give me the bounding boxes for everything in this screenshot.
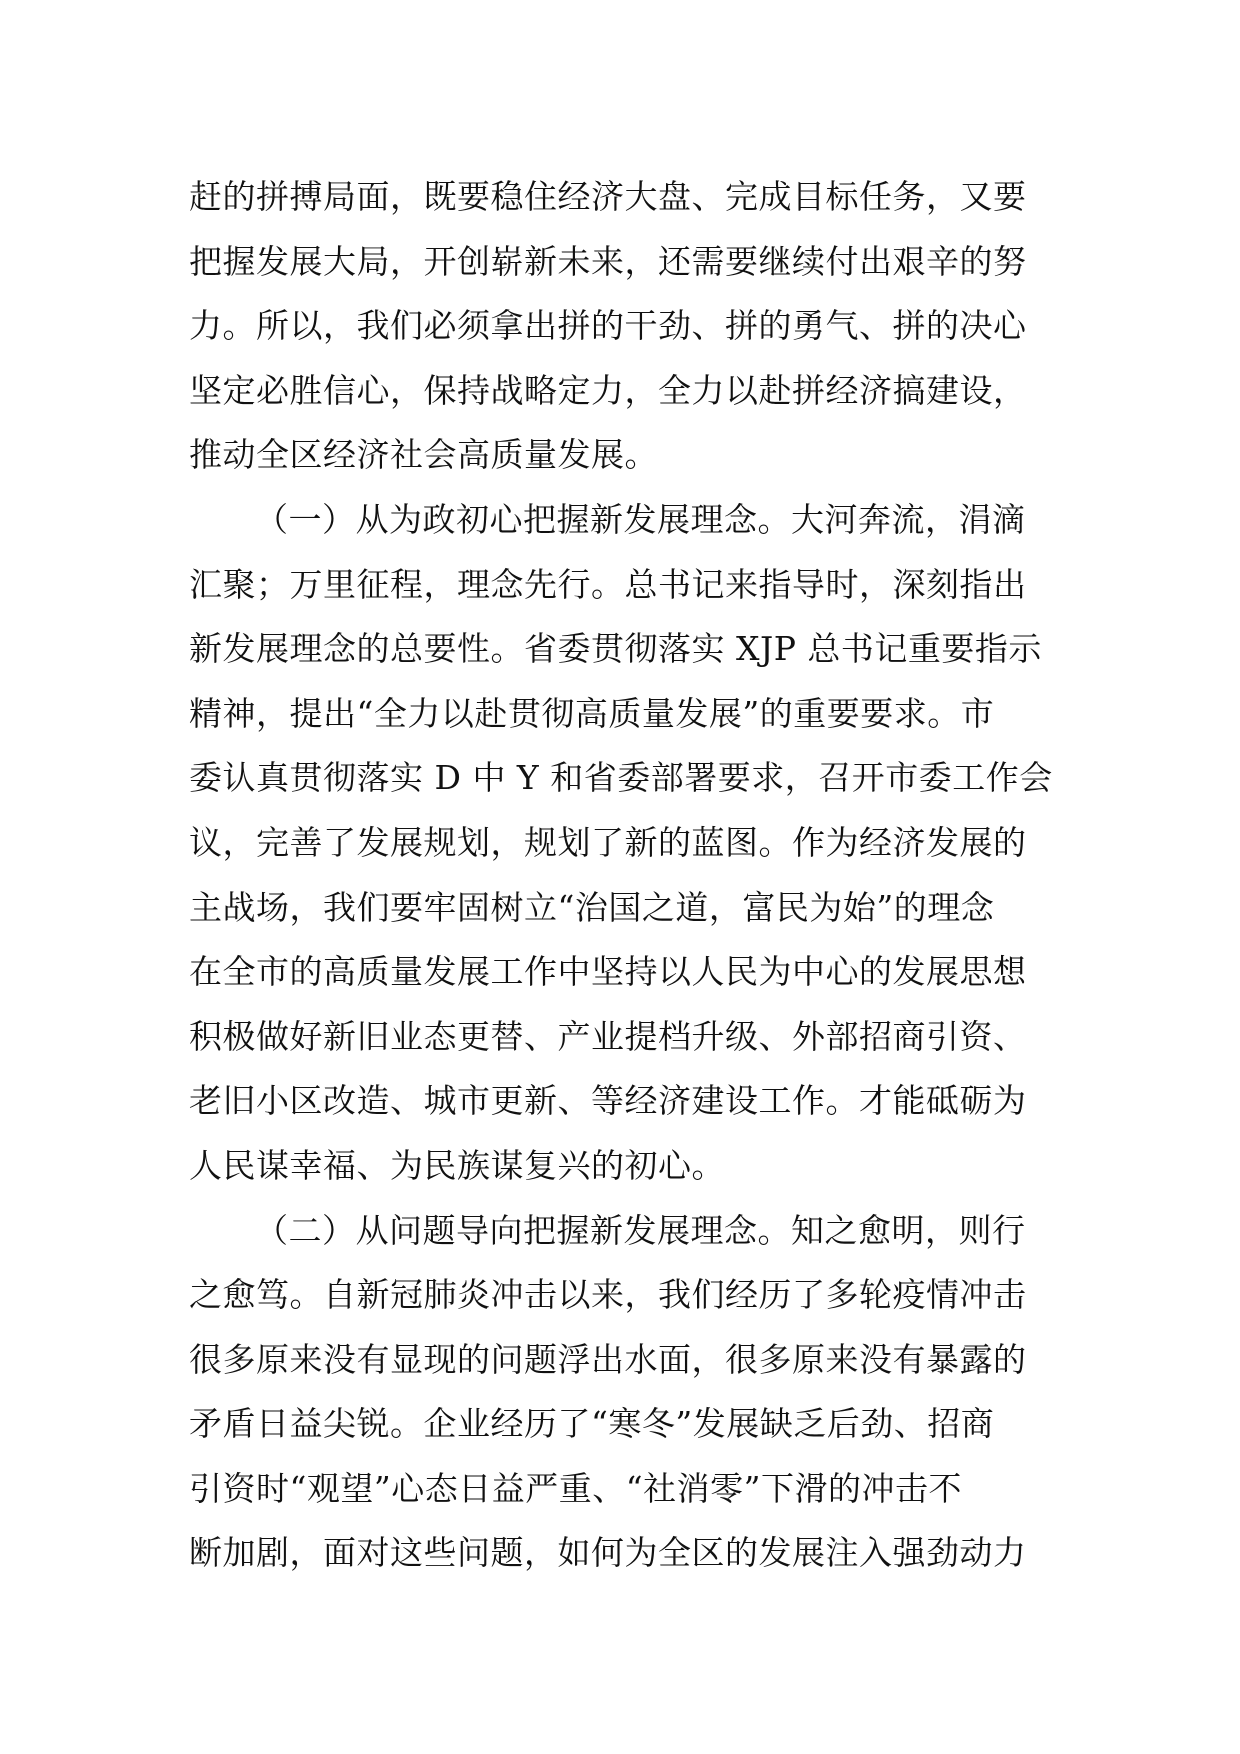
text-line: 断加剧，面对这些问题，如何为全区的发展注入强劲动力 xyxy=(189,1533,1027,1573)
text-line: 引资时“观望”心态日益严重、“社消零”下滑的冲击不 xyxy=(189,1468,962,1508)
text-line: 在全市的高质量发展工作中坚持以人民为中心的发展思想 xyxy=(189,952,1027,992)
text-line: 坚定必胜信心，保持战略定力，全力以赴拼经济搞建设， xyxy=(189,370,1027,410)
text-line: 精神，提出“全力以赴贯彻高质量发展”的重要要求。市 xyxy=(189,693,995,733)
text-line: 力。所以，我们必须拿出拼的干劲、拼的勇气、拼的决心 xyxy=(189,306,1027,346)
text-line: 议，完善了发展规划，规划了新的蓝图。作为经济发展的 xyxy=(189,822,1027,862)
paragraph-section-two xyxy=(189,1199,1059,1587)
text-line: 赶的拼搏局面，既要稳住经济大盘、完成目标任务，又要 xyxy=(189,177,1027,216)
paragraph-section-one xyxy=(189,488,1059,1199)
text-line: 老旧小区改造、城市更新、等经济建设工作。才能砥砺为 xyxy=(189,1081,1027,1121)
text-line: 推动全区经济社会高质量发展。 xyxy=(189,435,658,475)
document-page xyxy=(189,165,1059,1586)
text-line: （一）从为政初心把握新发展理念。大河奔流，涓滴 xyxy=(255,499,1026,539)
text-line: 很多原来没有显现的问题浮出水面，很多原来没有暴露的 xyxy=(189,1339,1027,1379)
text-line: 委认真贯彻落实 D 中 Y 和省委部署要求，召开市委工作会 xyxy=(189,758,1053,798)
text-line: 主战场，我们要牢固树立“治国之道，富民为始”的理念 xyxy=(189,887,995,927)
text-line: 人民谋幸福、为民族谋复兴的初心。 xyxy=(189,1145,725,1185)
paragraph-continuation xyxy=(189,165,1059,488)
text-line: 把握发展大局，开创崭新未来，还需要继续付出艰辛的努 xyxy=(189,241,1027,281)
text-line: 积极做好新旧业态更替、产业提档升级、外部招商引资、 xyxy=(189,1016,1027,1056)
text-line: 新发展理念的总要性。省委贯彻落实 XJP 总书记重要指示 xyxy=(189,629,1042,669)
text-line: （二）从问题导向把握新发展理念。知之愈明，则行 xyxy=(255,1210,1026,1250)
text-line: 之愈笃。自新冠肺炎冲击以来，我们经历了多轮疫情冲击 xyxy=(189,1275,1027,1315)
text-line: 汇聚；万里征程，理念先行。总书记来指导时，深刻指出 xyxy=(189,564,1027,604)
text-line: 矛盾日益尖锐。企业经历了“寒冬”发展缺乏后劲、招商 xyxy=(189,1404,995,1444)
